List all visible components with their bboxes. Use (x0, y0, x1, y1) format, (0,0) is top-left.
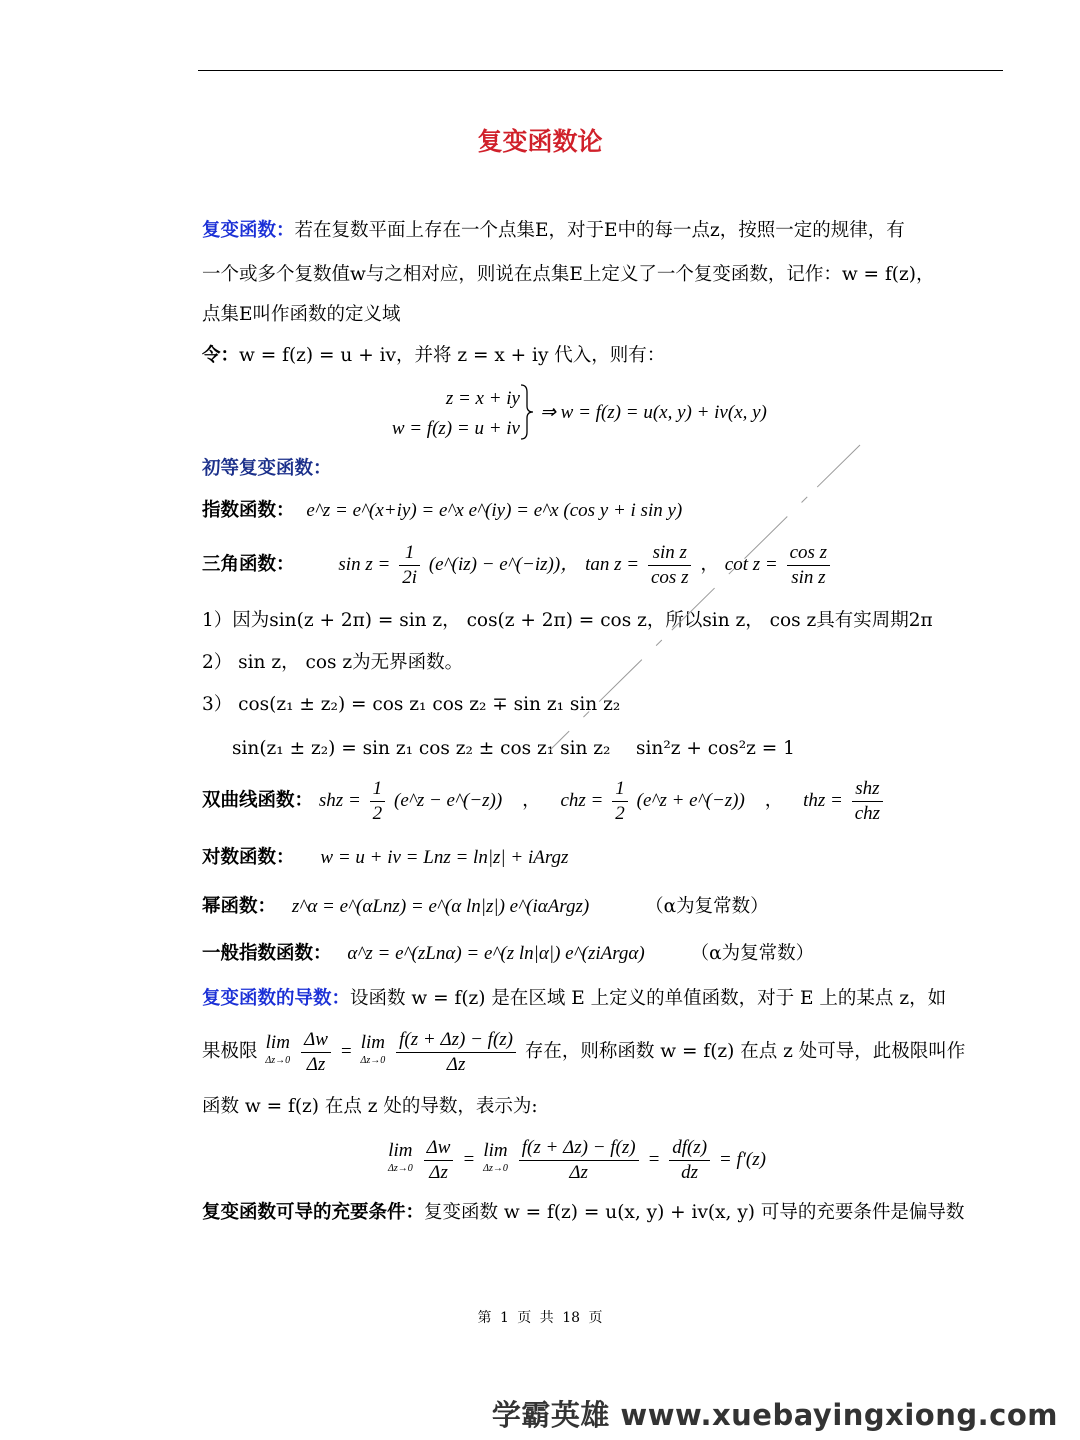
eq-1: = (339, 1041, 353, 1062)
exp-formula: e^z = e^(x+iy) = e^x e^(iy) = e^x (cos y + i sin y) (306, 500, 683, 521)
hyp-sep-1: ， (522, 790, 541, 811)
tan-den: cos z (651, 566, 689, 588)
item-4a: sin(z₁ ± z₂) = sin z₁ cos z₂ ± cos z₁ sin z₂ (232, 738, 611, 759)
item-2: 2） sin z， cos z为无界函数。 (202, 652, 464, 673)
cot-den: sin z (791, 566, 826, 588)
difference-quotient-2 (519, 1136, 639, 1185)
dq-den: Δz (446, 1053, 466, 1075)
dq-num: f(z + Δz) − f(z) (396, 1028, 516, 1053)
right-brace-icon (520, 384, 534, 440)
item-4b: sin²z + cos²z = 1 (636, 738, 795, 759)
dw-dz-fraction-2 (424, 1136, 454, 1185)
sh-den: 2 (372, 802, 383, 824)
power-note: （α为复常数） (645, 896, 769, 917)
sin-lhs: sin z = (338, 554, 391, 575)
dz-den: Δz (306, 1053, 326, 1075)
dw-num-2: Δw (424, 1136, 454, 1161)
ch-num: 1 (612, 777, 628, 802)
definition-label: 复变函数： (202, 220, 295, 241)
limit-4 (483, 1142, 508, 1178)
sin-den: 2i (402, 566, 417, 588)
sh-rhs: (e^z − e^(−z)) (394, 790, 503, 811)
page-title: 复变函数论 (477, 127, 603, 156)
limit-4-text: lim (483, 1140, 508, 1161)
limit-1 (265, 1034, 290, 1070)
page-footer: 第 1 页 共 18 页 (477, 1310, 603, 1326)
equation-system (380, 384, 520, 444)
power-line (202, 894, 769, 920)
log-line (202, 845, 568, 871)
system-eq-1: z = x + iy (445, 388, 520, 409)
dw-num: Δw (301, 1028, 331, 1053)
sin-rhs: (e^(iz) − e^(−iz))， (428, 554, 580, 575)
limit-4-sub: Δz→0 (483, 1163, 508, 1174)
derivative-line-2 (202, 1026, 965, 1078)
sin-num: 1 (399, 541, 420, 566)
limit-3 (388, 1142, 413, 1178)
tan-sep: ， (700, 554, 719, 575)
th-lhs: thz = (803, 790, 843, 811)
ch-lhs: chz = (560, 790, 604, 811)
dq-num-2: f(z + Δz) − f(z) (519, 1136, 639, 1161)
derivative-display (386, 1134, 766, 1186)
limit-1-sub: Δz→0 (265, 1055, 291, 1066)
ch-fraction (612, 777, 628, 826)
let-label: 令： (202, 345, 240, 366)
derivative-label: 复变函数的导数： (202, 988, 351, 1009)
f-prime: = f′(z) (718, 1149, 766, 1170)
definition-line-1 (202, 218, 905, 244)
trig-label: 三角函数： (202, 554, 295, 575)
system-eq-2: w = f(z) = u + iv (391, 418, 520, 439)
derivative-line-3: 函数 w = f(z) 在点 z 处的导数，表示为: (202, 1096, 538, 1117)
th-fraction (852, 777, 883, 826)
diagonal-artifact (540, 440, 870, 760)
system-result: ⇒ w = f(z) = u(x, y) + iv(x, y) (540, 402, 767, 423)
sin-fraction (399, 541, 420, 590)
power-label: 幂函数： (202, 896, 277, 917)
exp-label: 指数函数： (202, 500, 295, 521)
log-label: 对数函数： (202, 847, 295, 868)
let-line (202, 343, 665, 369)
cot-lhs: cot z = (724, 554, 778, 575)
item-1: 1）因为sin(z + 2π) = sin z， cos(z + 2π) = cos z，所以sin z， cos z具有实周期2π (202, 610, 933, 631)
hyp-sep-2: ， (764, 790, 784, 811)
limit-3-sub: Δz→0 (388, 1163, 413, 1174)
site-watermark: 学霸英雄 www.xuebayingxiong.com (491, 1398, 1058, 1432)
derivative-post: 存在，则称函数 w = f(z) 在点 z 处可导，此极限叫作 (524, 1041, 966, 1062)
power-formula: z^α = e^(αLnz) = e^(α ln|z|) e^(iαArgz) (291, 896, 590, 917)
limit-3-text: lim (388, 1140, 413, 1161)
condition-text: 复变函数 w = f(z) = u(x, y) + iv(x, y) 可导的充要条件是偏导数 (424, 1202, 965, 1223)
derivative-line-1 (202, 986, 946, 1012)
th-num: shz (852, 777, 883, 802)
hyperbolic-line (202, 776, 886, 826)
sh-fraction (370, 777, 386, 826)
ch-den: 2 (615, 802, 625, 824)
general-exp-formula: α^z = e^(zLnα) = e^(z ln|α|) e^(ziArgα) (347, 943, 645, 964)
general-exp-line (202, 941, 814, 967)
definition-line-3: 点集E叫作函数的定义域 (202, 304, 401, 325)
dzz-den: dz (681, 1161, 699, 1183)
definition-text-1: 若在复数平面上存在一个点集E，对于E中的每一点z，按照一定的规律，有 (294, 220, 905, 241)
df-dz-fraction (669, 1136, 710, 1185)
general-exp-note: （α为复常数） (690, 943, 815, 964)
log-formula: w = u + iv = Lnz = ln|z| + iArgz (320, 847, 569, 868)
limit-2-sub: Δz→0 (360, 1055, 386, 1066)
eq-3: = (647, 1149, 661, 1170)
elementary-label: 初等复变函数： (202, 458, 332, 479)
hyperbolic-label: 双曲线函数： (202, 790, 314, 811)
sh-num: 1 (370, 777, 386, 802)
dz-den-2: Δz (429, 1161, 448, 1183)
sh-lhs: shz = (318, 790, 361, 811)
limit-2-text: lim (360, 1032, 386, 1053)
elementary-heading (202, 456, 332, 482)
header-rule (198, 70, 1003, 71)
dw-dz-fraction (301, 1028, 331, 1077)
condition-label: 复变函数可导的充要条件： (202, 1202, 425, 1223)
limit-2 (361, 1034, 386, 1070)
let-text: w = f(z) = u + iv，并将 z = x + iy 代入，则有： (239, 345, 666, 366)
general-exp-label: 一般指数函数： (202, 943, 332, 964)
difference-quotient (396, 1028, 516, 1077)
tan-lhs: tan z = (585, 554, 640, 575)
condition-line (202, 1200, 964, 1226)
dq-den-2: Δz (569, 1161, 588, 1183)
definition-line-2: 一个或多个复数值w与之相对应，则说在点集E上定义了一个复变函数，记作：w = f(z)， (202, 264, 935, 285)
item-3: 3） cos(z₁ ± z₂) = cos z₁ cos z₂ ∓ sin z₁ sin z₂ (202, 694, 621, 715)
ch-rhs: (e^z + e^(−z)) (636, 790, 745, 811)
tan-num: sin z (648, 541, 691, 566)
derivative-pre: 果极限 (202, 1041, 258, 1062)
derivative-text-1: 设函数 w = f(z) 是在区域 E 上定义的单值函数，对于 E 上的某点 z，如 (350, 988, 947, 1009)
th-den: chz (854, 802, 881, 824)
limit-1-text: lim (265, 1032, 290, 1053)
eq-2: = (462, 1149, 476, 1170)
df-num: df(z) (669, 1136, 710, 1161)
cot-num: cos z (787, 541, 830, 566)
